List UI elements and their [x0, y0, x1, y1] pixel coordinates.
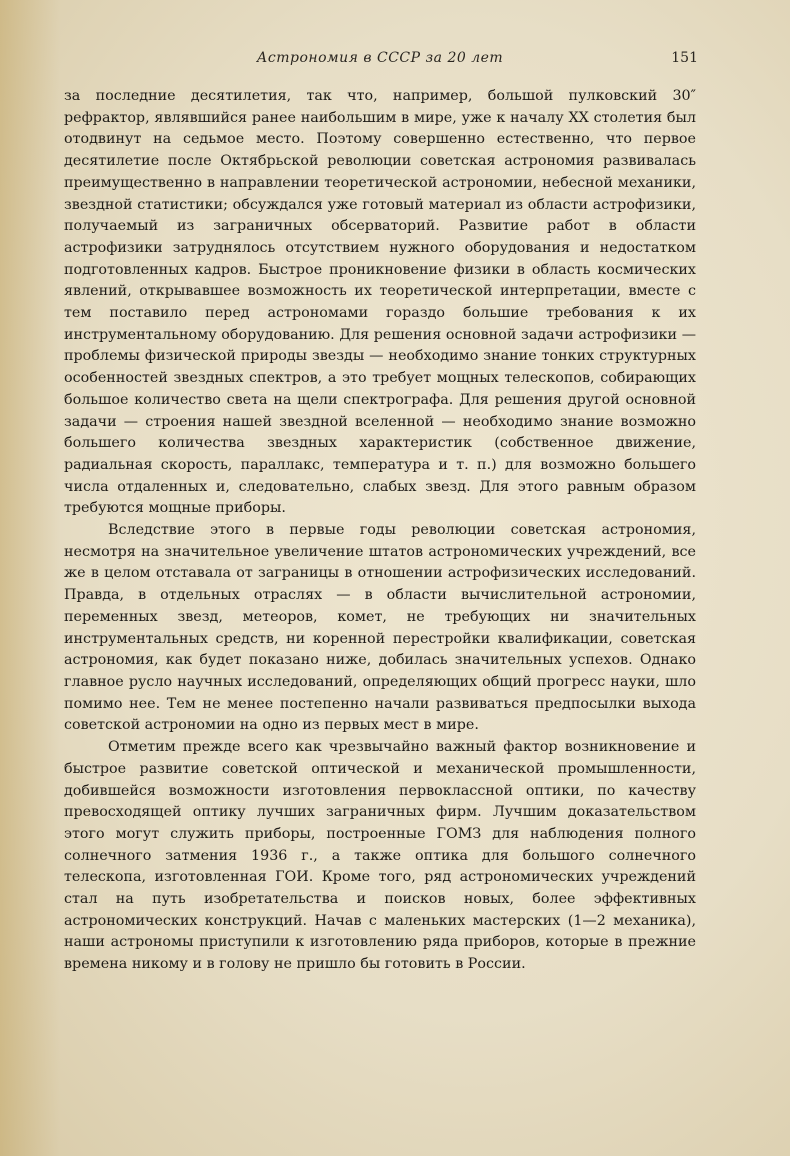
running-title: Астрономия в СССР за 20 лет [256, 50, 504, 66]
page-number: 151 [671, 50, 698, 66]
paragraph-3: Отметим прежде всего как чрезвычайно важный фактор возникновение и быстрое развитие советской оптической и механической промышленности, добившейся возможности изготовления первоклассной оптики, по качеству превосходящей оптику лучших заграничных фирм. Лучшим доказательством этого могут служить приборы, построенные ГОМЗ для наблюдения полного солнечного затмения 1936 г., а также оптика для большого солнечного телескопа, изготовленная ГОИ. Кроме того, ряд астрономических учреждений стал на путь изобретательства и поисков новых, более эффективных астрономических конструкций. Начав с маленьких мастерских (1—2 механика), наши астрономы приступили к изготовлению ряда приборов, которые в прежние времена никому и в голову не пришло бы готовить в России. [64, 739, 696, 973]
paragraph-2: Вследствие этого в первые годы революции советская астрономия, несмотря на значительное увеличение штатов астрономических учреждений, все же в целом отставала от заграницы в отношении астрофизических исследований. Правда, в отдельных отраслях — в области вычислительной астрономии, переменных звезд, метеоров, комет, не требующих ни значительных инструментальных средств, ни коренной перестройки квалификации, советская астрономия, как будет показано ниже, добилась значительных успехов. Однако главное русло научных исследований, определяющих общий прогресс науки, шло помимо нее. Тем не менее постепенно начали развиваться предпосылки выхода советской астрономии на одно из первых мест в мире. [64, 522, 696, 734]
page-header [62, 50, 698, 72]
paragraph-1: за последние десятилетия, так что, например, большой пулковский 30″ рефрактор, являвшийся ранее наибольшим в мире, уже к началу XX столетия был отодвинут на седьмое место. Поэтому совершенно естественно, что первое десятилетие после Октябрьской революции советская астрономия развивалась преимущественно в направлении теоретической астрономии, небесной механики, звездной статистики; обсуждался уже готовый материал из области астрофизики, получаемый из заграничных обсерваторий. Развитие работ в области астрофизики затруднялось отсутствием нужного оборудования и недостатком подготовленных кадров. Быстрое проникновение физики в область космических явлений, открывавшее возможность их теоретической интерпретации, вместе с тем поставило перед астрономами гораздо большие требования к их инструментальному оборудованию. Для решения основной задачи астрофизики — проблемы физической природы звезды — необходимо знание тонких структурных особенностей звездных спектров, а это требует мощных телескопов, собирающих большое количество света на щели спектрографа. Для решения другой основной задачи — строения нашей звездной вселенной — необходимо знание возможно большего количества звездных характеристик (собственное движение, радиальная скорость, параллакс, температура и т. п.) для возможно большего числа отдаленных и, следовательно, слабых звезд. Для этого равным образом требуются мощные приборы. [64, 88, 696, 517]
body-text [64, 86, 696, 976]
